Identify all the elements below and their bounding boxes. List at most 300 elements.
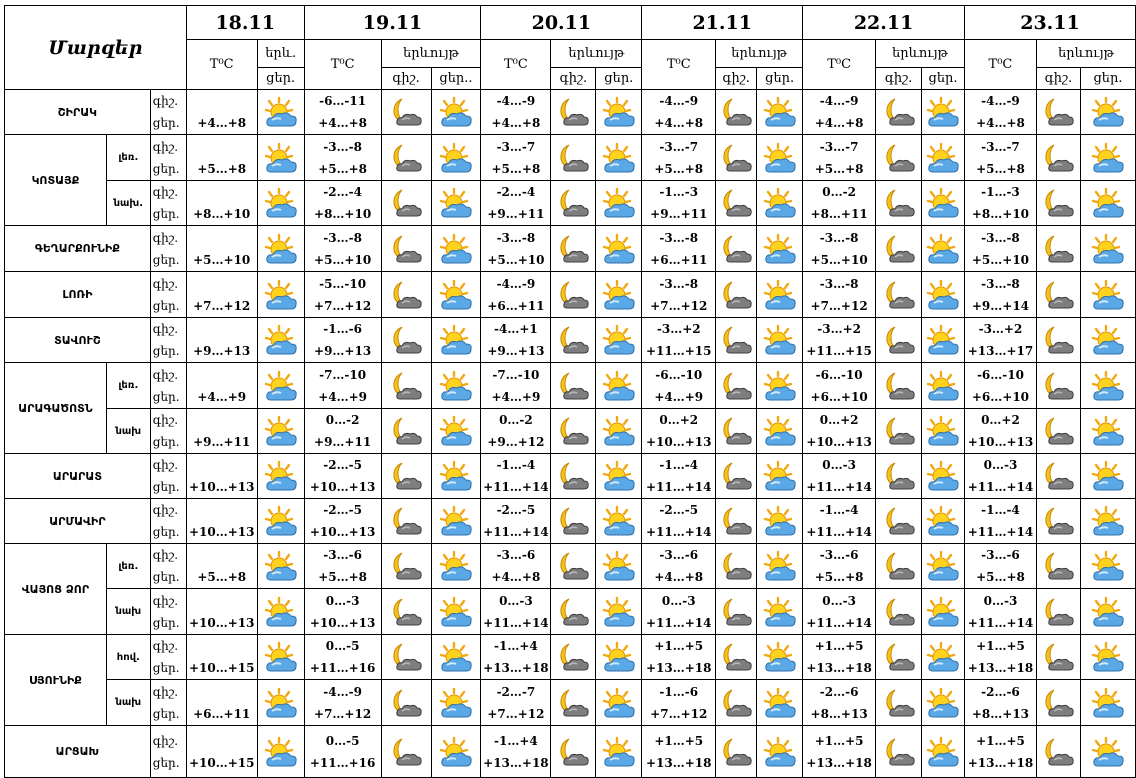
- sun-cloud-icon: [438, 595, 474, 629]
- weather-icon-cell: [596, 544, 642, 589]
- temperature-cell: [964, 544, 1036, 589]
- date-header: 19.11: [304, 6, 481, 40]
- moon-cloud-icon: [1040, 504, 1076, 538]
- temperature-cell: +5…+10: [186, 226, 257, 272]
- day-temp: +5…+8: [654, 161, 704, 176]
- moon-cloud-icon: [718, 459, 754, 493]
- weather-icon-cell: [922, 454, 965, 499]
- region-name: ԱՐԱԳԱԾՈՏՆ: [5, 363, 107, 454]
- sun-cloud-icon: [263, 735, 299, 769]
- weather-icon-cell: [1080, 680, 1135, 726]
- night-temp: +1…+5: [814, 639, 864, 653]
- night-temp: -3…+2: [656, 322, 701, 336]
- temperature-cell: +8…+10: [186, 181, 257, 226]
- day-label: ցեր.: [152, 207, 180, 221]
- moon-cloud-icon: [1040, 232, 1076, 266]
- moon-cloud-icon: [718, 186, 754, 220]
- weather-icon-cell: [757, 726, 803, 778]
- temperature-cell: [642, 135, 716, 181]
- sun-cloud-icon: [762, 549, 798, 583]
- sun-cloud-icon: [762, 186, 798, 220]
- sun-cloud-icon: [1090, 686, 1126, 720]
- moon-cloud-icon: [718, 278, 754, 312]
- weather-icon-cell: [757, 589, 803, 635]
- weather-icon-cell: [1080, 226, 1135, 272]
- weather-icon-cell: [551, 544, 596, 589]
- temperature-cell: +10…+13: [186, 499, 257, 544]
- night-header: գիշ.: [551, 68, 596, 90]
- night-temp: -4…-9: [323, 684, 362, 699]
- weather-icon-cell: [381, 226, 431, 272]
- temp-header: T⁰C: [964, 40, 1036, 90]
- night-temp: -7…-10: [492, 367, 540, 382]
- temperature-cell: [642, 635, 716, 680]
- period-label: [150, 635, 186, 680]
- night-temp: -3…-7: [819, 139, 859, 154]
- day-temp: +8…+10: [971, 207, 1030, 221]
- weather-icon-cell: [1080, 318, 1135, 363]
- night-temp: -2…-5: [659, 503, 699, 517]
- weather-icon-cell: [551, 680, 596, 726]
- table-row: [5, 589, 1136, 635]
- moon-cloud-icon: [555, 686, 591, 720]
- region-name: ԼՈՌԻ: [5, 272, 151, 318]
- temperature-cell: [481, 318, 551, 363]
- temp-header: T⁰C: [803, 40, 876, 90]
- moon-cloud-icon: [555, 595, 591, 629]
- day-label: ցեր.: [152, 435, 180, 449]
- weather-icon-cell: [381, 589, 431, 635]
- moon-cloud-icon: [1040, 369, 1076, 403]
- night-label: գիշ.: [152, 548, 179, 562]
- night-temp: -5…-10: [319, 276, 367, 291]
- night-temp: -2…-5: [323, 458, 362, 472]
- day-temp: +5…+10: [487, 252, 545, 267]
- phenomenon-header: երևույթ: [1036, 40, 1135, 68]
- day-temp: +4…+8: [491, 570, 541, 584]
- table-row: [5, 635, 1136, 680]
- weather-icon-cell: [922, 589, 965, 635]
- sun-cloud-icon: [1090, 459, 1126, 493]
- temperature-cell: +5…+8: [186, 544, 257, 589]
- sun-cloud-icon: [925, 278, 961, 312]
- temperature-cell: +4…+9: [186, 363, 257, 409]
- temperature-cell: [304, 589, 381, 635]
- weather-icon-cell: [596, 226, 642, 272]
- weather-icon-cell: [431, 363, 481, 409]
- night-temp: -6…-11: [319, 94, 367, 108]
- night-temp: -1…-6: [323, 322, 362, 336]
- temperature-cell: [964, 635, 1036, 680]
- day-temp: +6…+11: [487, 298, 545, 313]
- sun-cloud-icon: [1090, 141, 1126, 175]
- moon-cloud-icon: [1040, 735, 1076, 769]
- day-temp: +9…+13: [487, 344, 545, 358]
- temperature-cell: [964, 90, 1036, 135]
- day-label: ցեր.: [152, 161, 180, 176]
- sun-cloud-icon: [601, 95, 637, 129]
- temperature-cell: [642, 226, 716, 272]
- sun-cloud-icon: [762, 323, 798, 357]
- day-header: ցեր.: [596, 68, 642, 90]
- sun-cloud-icon: [438, 549, 474, 583]
- sun-cloud-icon: [438, 141, 474, 175]
- night-temp: -3…-8: [323, 230, 362, 245]
- weather-icon-cell: [551, 409, 596, 454]
- temperature-cell: [481, 409, 551, 454]
- moon-cloud-icon: [1040, 459, 1076, 493]
- weather-icon-cell: [381, 499, 431, 544]
- night-temp: -1…-4: [819, 503, 859, 517]
- moon-cloud-icon: [881, 686, 917, 720]
- day-label: ցեր.: [152, 252, 180, 267]
- night-temp: -2…-5: [323, 503, 362, 517]
- weather-icon-cell: [1036, 181, 1080, 226]
- night-temp: -3…-8: [323, 139, 362, 154]
- night-temp: -1…-3: [981, 185, 1020, 199]
- night-label: գիշ.: [152, 276, 179, 291]
- sun-cloud-icon: [438, 186, 474, 220]
- night-temp: -4…-9: [981, 94, 1020, 108]
- day-temp: +9…+11: [314, 435, 372, 449]
- sun-cloud-icon: [601, 640, 637, 674]
- night-label: գիշ.: [152, 322, 179, 336]
- day-temp: +7…+12: [650, 298, 708, 313]
- weather-icon-cell: [381, 680, 431, 726]
- temperature-cell: +6…+11: [186, 680, 257, 726]
- night-temp: -2…-5: [496, 503, 536, 517]
- weather-icon-cell: [876, 181, 922, 226]
- temperature-cell: +10…+15: [186, 635, 257, 680]
- weather-icon-cell: [876, 135, 922, 181]
- region-name: ԳԵՂԱՐՔՈՒՆԻՔ: [5, 226, 151, 272]
- night-temp: -3…-8: [981, 230, 1020, 245]
- moon-cloud-icon: [718, 640, 754, 674]
- weather-icon-cell: [716, 589, 757, 635]
- weather-icon-cell: [257, 454, 304, 499]
- day-temp: +9…+11: [650, 207, 708, 221]
- sun-cloud-icon: [1090, 504, 1126, 538]
- period-label: [150, 226, 186, 272]
- weather-icon-cell: [922, 226, 965, 272]
- date-header: 20.11: [481, 6, 642, 40]
- weather-icon-cell: [1036, 135, 1080, 181]
- day-temp: +8…+11: [810, 207, 868, 221]
- night-temp: -3…-8: [819, 276, 859, 291]
- day-header: ցեր..: [431, 68, 481, 90]
- weather-icon-cell: [1036, 589, 1080, 635]
- period-label: [150, 499, 186, 544]
- day-temp: +11…+14: [806, 615, 872, 630]
- day-label: ցեր.: [152, 480, 180, 494]
- temperature-cell: [304, 454, 381, 499]
- temperature-cell: [481, 680, 551, 726]
- weather-icon-cell: [1080, 454, 1135, 499]
- temperature-cell: [964, 409, 1036, 454]
- weather-icon-cell: [1080, 589, 1135, 635]
- day-temp: +10…+13: [309, 480, 376, 494]
- period-label: [150, 680, 186, 726]
- weather-icon-cell: [551, 181, 596, 226]
- weather-icon-cell: [757, 318, 803, 363]
- weather-icon-cell: [381, 135, 431, 181]
- day-label: ցեր.: [152, 298, 180, 313]
- temperature-cell: [642, 589, 716, 635]
- moon-cloud-icon: [881, 735, 917, 769]
- night-temp: -3…-6: [659, 548, 699, 562]
- temperature-cell: +4…+8: [186, 90, 257, 135]
- day-temp: +5…+8: [976, 161, 1025, 176]
- night-header: գիշ.: [876, 68, 922, 90]
- weather-icon-cell: [596, 635, 642, 680]
- temperature-cell: [803, 226, 876, 272]
- weather-icon-cell: [381, 409, 431, 454]
- night-label: գիշ.: [152, 733, 179, 748]
- weather-icon-cell: [1036, 318, 1080, 363]
- temperature-cell: [803, 272, 876, 318]
- temperature-cell: [481, 181, 551, 226]
- weather-icon-cell: [876, 409, 922, 454]
- weather-icon-cell: [757, 90, 803, 135]
- day-temp: +10…+13: [309, 615, 376, 630]
- weather-icon-cell: [431, 272, 481, 318]
- day-temp: +6…+10: [971, 389, 1030, 404]
- sun-cloud-icon: [925, 323, 961, 357]
- day-temp: +5…+10: [971, 252, 1030, 267]
- weather-icon-cell: [757, 181, 803, 226]
- sun-cloud-icon: [925, 414, 961, 448]
- day-temp: +4…+8: [654, 116, 704, 130]
- forecast-table: [4, 5, 1136, 778]
- weather-icon-cell: [757, 635, 803, 680]
- day-label: ցեր.: [152, 615, 180, 630]
- weather-icon-cell: [431, 90, 481, 135]
- day-temp: +11…+14: [483, 615, 549, 630]
- table-row: [5, 135, 1136, 181]
- table-row: [5, 409, 1136, 454]
- weather-icon-cell: [716, 499, 757, 544]
- temperature-cell: [642, 409, 716, 454]
- moon-cloud-icon: [388, 459, 424, 493]
- weather-icon-cell: [1080, 635, 1135, 680]
- sun-cloud-icon: [601, 186, 637, 220]
- sun-cloud-icon: [263, 232, 299, 266]
- night-label: գիշ.: [152, 367, 179, 382]
- moon-cloud-icon: [388, 323, 424, 357]
- temperature-cell: [304, 226, 381, 272]
- temperature-cell: [481, 272, 551, 318]
- weather-icon-cell: [381, 635, 431, 680]
- moon-cloud-icon: [718, 232, 754, 266]
- temperature-cell: [642, 181, 716, 226]
- temperature-cell: +10…+13: [186, 589, 257, 635]
- temperature-cell: [803, 726, 876, 778]
- phenomenon-header: երևույթ: [716, 40, 803, 68]
- temperature-cell: [964, 680, 1036, 726]
- weather-icon-cell: [757, 363, 803, 409]
- weather-icon-cell: [716, 318, 757, 363]
- temperature-cell: [481, 499, 551, 544]
- night-temp: -3…-8: [819, 230, 859, 245]
- day-temp: +5…+10: [314, 252, 372, 267]
- day-temp: +13…+18: [967, 661, 1034, 675]
- temperature-cell: [304, 726, 381, 778]
- weather-icon-cell: [1036, 226, 1080, 272]
- sun-cloud-icon: [263, 369, 299, 403]
- weather-icon-cell: [922, 135, 965, 181]
- table-row: [5, 454, 1136, 499]
- temperature-cell: [964, 499, 1036, 544]
- temperature-cell: [964, 589, 1036, 635]
- region-name: ՍՅՈՒՆԻՔ: [5, 635, 107, 726]
- temperature-cell: [642, 90, 716, 135]
- sun-cloud-icon: [1090, 186, 1126, 220]
- day-temp: +11…+14: [806, 525, 872, 539]
- moon-cloud-icon: [388, 549, 424, 583]
- day-temp: +11…+14: [483, 525, 549, 539]
- sun-cloud-icon: [263, 640, 299, 674]
- weather-icon-cell: [431, 454, 481, 499]
- weather-icon-cell: [431, 318, 481, 363]
- weather-icon-cell: [716, 409, 757, 454]
- weather-icon-cell: [1080, 90, 1135, 135]
- temp-header: T⁰C: [642, 40, 716, 90]
- night-label: գիշ.: [152, 458, 179, 472]
- sun-cloud-icon: [762, 686, 798, 720]
- day-label: ցեր.: [152, 755, 180, 770]
- weather-icon-cell: [257, 680, 304, 726]
- moon-cloud-icon: [1040, 323, 1076, 357]
- moon-cloud-icon: [881, 232, 917, 266]
- temperature-cell: [481, 454, 551, 499]
- subregion-name: նախ: [106, 589, 150, 635]
- weather-icon-cell: [716, 726, 757, 778]
- moon-cloud-icon: [718, 549, 754, 583]
- moon-cloud-icon: [555, 232, 591, 266]
- night-header: գիշ.: [381, 68, 431, 90]
- day-temp: +5…+8: [976, 570, 1025, 584]
- moon-cloud-icon: [388, 95, 424, 129]
- weather-icon-cell: [431, 544, 481, 589]
- night-temp: -1…+4: [494, 639, 538, 653]
- weather-icon-cell: [1080, 135, 1135, 181]
- night-temp: -2…-4: [323, 185, 362, 199]
- moon-cloud-icon: [881, 504, 917, 538]
- moon-cloud-icon: [388, 640, 424, 674]
- temperature-cell: [964, 726, 1036, 778]
- weather-icon-cell: [257, 635, 304, 680]
- sun-cloud-icon: [438, 95, 474, 129]
- weather-icon-cell: [257, 272, 304, 318]
- day-temp: +4…+8: [654, 570, 704, 584]
- temperature-cell: +5…+8: [186, 135, 257, 181]
- sun-cloud-icon: [263, 459, 299, 493]
- weather-icon-cell: [1036, 635, 1080, 680]
- temperature-cell: [304, 135, 381, 181]
- day-label: ցեր.: [152, 116, 180, 130]
- weather-icon-cell: [431, 226, 481, 272]
- period-label: [150, 181, 186, 226]
- day-header: ցեր.: [922, 68, 965, 90]
- temperature-cell: [304, 544, 381, 589]
- weather-icon-cell: [257, 726, 304, 778]
- sun-cloud-icon: [601, 323, 637, 357]
- temperature-cell: [964, 363, 1036, 409]
- moon-cloud-icon: [388, 186, 424, 220]
- day-temp: +6…+10: [810, 389, 868, 404]
- night-temp: -3…-8: [981, 276, 1020, 291]
- sun-cloud-icon: [438, 735, 474, 769]
- weather-icon-cell: [876, 680, 922, 726]
- sun-cloud-icon: [601, 414, 637, 448]
- night-temp: -1…+4: [494, 733, 538, 748]
- day-label: ցեր.: [152, 706, 180, 721]
- sun-cloud-icon: [438, 459, 474, 493]
- night-temp: -6…-10: [655, 367, 703, 382]
- temp-header: T⁰C: [481, 40, 551, 90]
- sun-cloud-icon: [601, 595, 637, 629]
- weather-icon-cell: [1036, 544, 1080, 589]
- moon-cloud-icon: [555, 414, 591, 448]
- moon-cloud-icon: [718, 686, 754, 720]
- moon-cloud-icon: [1040, 686, 1076, 720]
- day-label: ցեր.: [152, 661, 180, 675]
- temperature-cell: [642, 499, 716, 544]
- weather-icon-cell: [381, 726, 431, 778]
- day-temp: +8…+10: [314, 207, 372, 221]
- day-temp: +11…+14: [967, 615, 1034, 630]
- weather-icon-cell: [381, 181, 431, 226]
- night-temp: -3…-7: [659, 139, 699, 154]
- night-temp: -3…+2: [817, 322, 861, 336]
- sun-cloud-icon: [438, 323, 474, 357]
- sun-cloud-icon: [1090, 369, 1126, 403]
- temperature-cell: [803, 363, 876, 409]
- weather-icon-cell: [596, 726, 642, 778]
- weather-icon-cell: [596, 363, 642, 409]
- sun-cloud-icon: [438, 686, 474, 720]
- weather-icon-cell: [596, 90, 642, 135]
- weather-icon-cell: [381, 363, 431, 409]
- weather-icon-cell: [757, 680, 803, 726]
- temperature-cell: [803, 680, 876, 726]
- night-temp: -4…+1: [494, 322, 538, 336]
- day-temp: +13…+18: [646, 755, 712, 770]
- night-temp: -3…-6: [981, 548, 1020, 562]
- day-temp: +11…+14: [646, 525, 712, 539]
- sun-cloud-icon: [263, 414, 299, 448]
- weather-icon-cell: [596, 135, 642, 181]
- day-temp: +5…+8: [814, 161, 864, 176]
- moon-cloud-icon: [881, 640, 917, 674]
- table-row: [5, 181, 1136, 226]
- night-temp: 0…-2: [822, 185, 856, 199]
- weather-icon-cell: [1036, 272, 1080, 318]
- temperature-cell: [304, 680, 381, 726]
- sun-cloud-icon: [263, 141, 299, 175]
- weather-icon-cell: [596, 318, 642, 363]
- temperature-cell: [803, 499, 876, 544]
- moon-cloud-icon: [388, 735, 424, 769]
- temp-header: T⁰C: [186, 40, 257, 90]
- moon-cloud-icon: [1040, 186, 1076, 220]
- weather-icon-cell: [431, 499, 481, 544]
- sun-cloud-icon: [438, 278, 474, 312]
- moon-cloud-icon: [718, 504, 754, 538]
- moon-cloud-icon: [881, 323, 917, 357]
- sun-cloud-icon: [438, 414, 474, 448]
- table-row: [5, 544, 1136, 589]
